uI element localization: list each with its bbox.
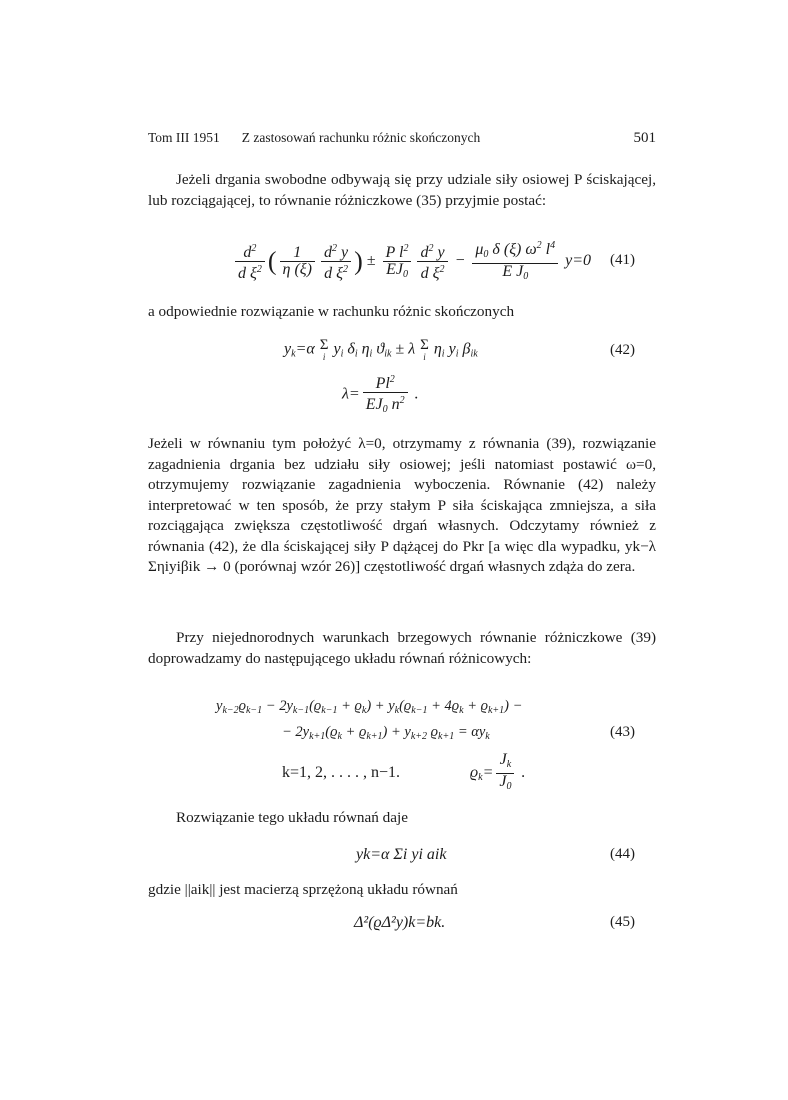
lambda-definition: λ= $\frac{Pl^2}{EJ_0 n^2}$ . <box>342 374 419 415</box>
equation-43-line1: $y_{k-2}ϱ_{k-1} - 2y_{k-1}(ϱ_{k-1} + ϱ_k) + y_k(ϱ_{k-1} + 4ϱ_k + ϱ_{k+1})$ − <box>216 698 523 716</box>
equation-number-43: (43) <box>610 724 635 740</box>
equation-number-41: (41) <box>610 252 635 268</box>
k-range: k=1, 2, . . . . , n−1. <box>282 764 401 781</box>
equation-number-42: (42) <box>610 342 635 358</box>
running-header <box>148 130 656 147</box>
equation-43-line2: − $2y_{k+1}(ϱ_k + ϱ_{k+1}) + y_{k+2}$ $ϱ_{k+1} = \alpha y_k$ <box>282 724 490 742</box>
equation-number-45: (45) <box>610 914 635 930</box>
running-title: Z zastosowań rachunku różnic skończonych <box>241 130 481 145</box>
equation-41: $\frac{d^2}{d \xi^2}$ ( $\frac{1}{\eta (\xi)}$ $\frac{d^2 y}{d \xi^2}$ ) ± $\frac{P l^2}{EJ_0}$ $\frac{d^2 y}{d \xi^2}$ − $\frac{\mu_0 \delta (\xi) \omega^2 l^4}{E J_0}$ y=0 <box>232 238 591 285</box>
paragraph-matrix: gdzie ||aik|| jest macierzą sprzężoną układu równań <box>148 881 458 898</box>
rho-definition: $ϱ_k=$ $\frac{J_k}{J_0}$ . <box>470 751 526 792</box>
paragraph-boundary: Przy niejednorodnych warunkach brzegowych równanie różniczkowe (39) doprowadzamy do następującego układu równań różnicowych: <box>148 629 656 667</box>
paragraph-discussion: Jeżeli w równaniu tym położyć λ=0, otrzymamy z równania (39), rozwiązanie zagadnienia drgania bez udziału siły osiowej; jeśli natomiast postawić ω=0, otrzymujemy rozwiązanie zagadnienia wyboczenia. Równanie (42) należy interpretować w ten sposób, że przy stałym P siła ściskająca zmniejsza, a siła rozciągająca zwiększa częstotliwość drgań własnych. Odczytamy również z równania (42), że dla ściskającej siły P dążącej do Pkr [a więc dla wypadku, yk−λ Σηiyiβik → 0 (porównaj wzór 26)] częstotliwość drgań własnych zdąża do zera. <box>148 435 656 575</box>
equation-44: yk=α Σi yi aik <box>356 846 447 863</box>
page-number: 501 <box>633 130 656 146</box>
paragraph-system-solution: Rozwiązanie tego układu równań daje <box>176 809 408 826</box>
volume-label: Tom III 1951 <box>148 130 220 145</box>
equation-45: Δ²(ϱΔ²y)k=bk. <box>354 914 446 931</box>
equation-number-44: (44) <box>610 846 635 862</box>
equation-42: $y_k=\alpha$ Σ i $y_i$ $\delta_i$ $\eta_i$ $ϑ_{ik} \pm \lambda$ Σ i $\eta_i$ $y_i$ $\beta_{ik}$ <box>284 337 478 362</box>
paragraph-intro: Jeżeli drgania swobodne odbywają się przy udziale siły osiowej P ściskającej, lub rozciągającej, to równanie różniczkowe (35) przyjmie postać: <box>148 171 656 209</box>
paragraph-solution-intro: a odpowiednie rozwiązanie w rachunku różnic skończonych <box>148 303 515 320</box>
